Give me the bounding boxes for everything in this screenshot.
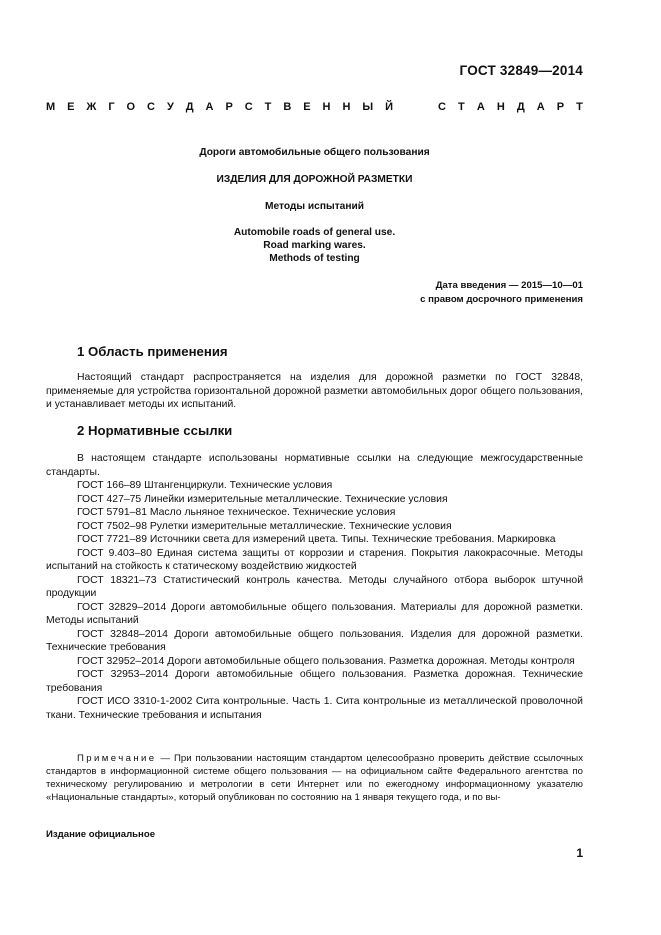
reference-item: ГОСТ 32848–2014 Дороги автомобильные общего пользования. Изделия для дорожной разметки. Технические требования — [46, 628, 583, 653]
effective-date-block — [420, 279, 583, 307]
title-english — [46, 226, 583, 265]
title-english-line: Methods of testing — [269, 253, 360, 264]
banner-letter: Е — [67, 101, 75, 113]
banner-letter: М — [46, 101, 56, 113]
banner-letter: В — [283, 101, 292, 113]
banner-letter: С — [438, 101, 446, 113]
banner-letter: Т — [458, 101, 465, 113]
section-1-heading: 1 Область применения — [77, 344, 228, 359]
reference-item: ГОСТ 32829–2014 Дороги автомобильные общего пользования. Материалы для дорожной разметки. Методы испытаний — [46, 601, 583, 626]
reference-item: ГОСТ 7721–89 Источники света для измерений цвета. Типы. Технические требования. Маркировка — [77, 534, 556, 545]
note-text: — При пользовании настоящим стандартом целесообразно проверить действие ссылочных стандартов в информационной системе общего пользования — на официальном сайте Федерального агентства по техническому регулированию и метрологии в сети Интернет или по ежегодному информационному указателю «Национальные стандарты», который опубликован по состоянию на 1 января текущего года, и по вы- — [46, 753, 583, 803]
standard-type-banner — [46, 101, 583, 113]
banner-letter: Й — [385, 101, 393, 113]
banner-letter: О — [126, 101, 136, 113]
reference-item: ГОСТ 18321–73 Статистический контроль качества. Методы случайного отбора выборок штучной продукции — [46, 574, 583, 599]
title-english-line: Road marking wares. — [263, 240, 366, 251]
reference-item: ГОСТ 9.403–80 Единая система защиты от коррозии и старения. Покрытия лакокрасочные. Методы испытаний на стойкость к статическому воздействию жидкостей — [46, 547, 583, 572]
official-edition-label: Издание официальное — [46, 829, 156, 840]
reference-item: ГОСТ 166–89 Штангенциркули. Технические условия — [77, 480, 333, 491]
banner-letter: Д — [185, 101, 194, 113]
effective-date: Дата введения — 2015—10—01 — [435, 280, 583, 291]
banner-letter: А — [476, 101, 485, 113]
banner-word-standard — [438, 101, 583, 113]
section-1-text: Настоящий стандарт распространяется на изделия для дорожной разметки по ГОСТ 32848, применяемые для устройства горизонтальной дорожной разметки автомобильных дорог общего пользования, и устанавливает методы их испытаний. — [46, 372, 583, 410]
banner-letter: Н — [342, 101, 351, 113]
banner-letter: Д — [516, 101, 525, 113]
normative-references-list — [46, 452, 583, 722]
title-subject: Дороги автомобильные общего пользования — [199, 147, 430, 158]
title-sub: Методы испытаний — [264, 201, 365, 212]
reference-item: ГОСТ 5791–81 Масло льняное техническое. Технические условия — [77, 507, 396, 518]
banner-letter: С — [244, 101, 253, 113]
page-number: 1 — [576, 846, 583, 860]
banner-letter: Ж — [86, 101, 97, 113]
banner-letter: А — [536, 101, 545, 113]
banner-letter: Ы — [362, 101, 374, 113]
banner-letter: Р — [556, 101, 565, 113]
reference-item: ГОСТ 32953–2014 Дороги автомобильные общего пользования. Разметка дорожная. Технические требования — [46, 669, 583, 694]
references-intro: В настоящем стандарте использованы нормативные ссылки на следующие межгосударственные стандарты. — [46, 453, 583, 478]
banner-letter: Г — [108, 101, 115, 113]
section-2-heading: 2 Нормативные ссылки — [77, 423, 233, 438]
banner-letter: С — [147, 101, 155, 113]
banner-letter: Т — [264, 101, 272, 113]
banner-letter: У — [166, 101, 174, 113]
banner-word-interstate — [46, 101, 393, 113]
banner-letter: Т — [576, 101, 583, 113]
reference-item: ГОСТ 427–75 Линейки измерительные металлические. Технические условия — [77, 493, 448, 505]
banner-letter: Е — [303, 101, 311, 113]
note-label: Примечание — [77, 753, 157, 764]
title-main: ИЗДЕЛИЯ ДЛЯ ДОРОЖНОЙ РАЗМЕТКИ — [216, 174, 413, 185]
references-note — [46, 752, 583, 804]
reference-item: ГОСТ 7502–98 Рулетки измерительные металлические. Технические условия — [77, 520, 452, 532]
reference-item: ГОСТ 32952–2014 Дороги автомобильные общего пользования. Разметка дорожная. Методы контроля — [77, 655, 575, 667]
document-id: ГОСТ 32849—2014 — [459, 63, 583, 78]
title-english-line: Automobile roads of general use. — [233, 227, 396, 238]
reference-item: ГОСТ ИСО 3310-1-2002 Сита контрольные. Часть 1. Сита контрольные из металлической проволочной ткани. Технические требования и испытания — [46, 696, 583, 721]
banner-letter: Н — [496, 101, 505, 113]
early-application-note: с правом досрочного применения — [420, 294, 583, 305]
banner-letter: Р — [225, 101, 233, 113]
banner-letter: Н — [322, 101, 331, 113]
banner-letter: А — [205, 101, 214, 113]
